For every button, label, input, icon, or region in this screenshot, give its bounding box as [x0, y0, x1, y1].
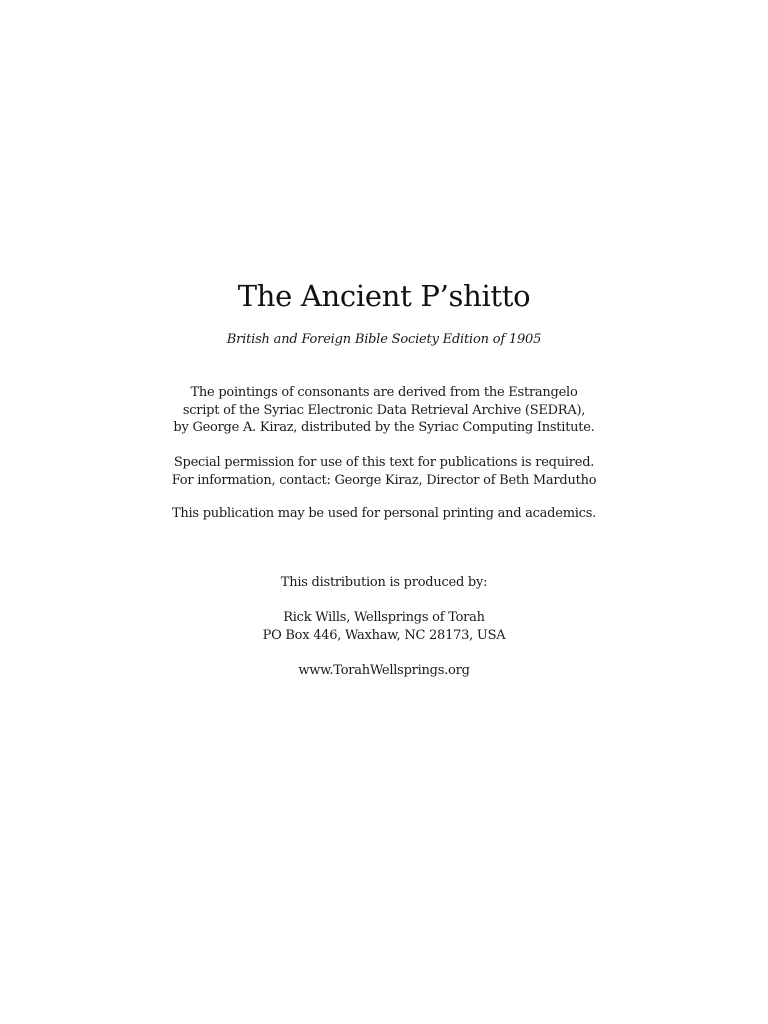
- producer-address: [0, 609, 768, 644]
- pointings-line: The pointings of consonants are derived from the Estrangelo: [190, 385, 578, 400]
- document-subtitle: British and Foreign Bible Society Edition of 1905: [226, 332, 542, 347]
- permission-line: Special permission for use of this text for publications is required.: [173, 455, 595, 470]
- producer-line: Rick Wills, Wellsprings of Torah: [283, 610, 485, 625]
- document-title: The Ancient P’shitto: [237, 279, 531, 313]
- permission-line: For information, contact: George Kiraz, Director of Beth Mardutho: [171, 472, 597, 488]
- pointings-paragraph: [0, 384, 768, 437]
- produced-by-line: This distribution is produced by:: [280, 575, 488, 590]
- pointings-line: script of the Syriac Electronic Data Retrieval Archive (SEDRA),: [182, 402, 586, 418]
- pointings-line: by George A. Kiraz, distributed by the Syriac Computing Institute.: [173, 420, 595, 435]
- producer-line: PO Box 446, Waxhaw, NC 28173, USA: [262, 627, 506, 643]
- permission-paragraph: [0, 454, 768, 489]
- produced-by-paragraph: [0, 574, 768, 592]
- website-link[interactable]: www.TorahWellsprings.org: [298, 663, 470, 678]
- website-paragraph: [0, 662, 768, 680]
- usage-paragraph: [0, 505, 768, 523]
- usage-line: This publication may be used for personal printing and academics.: [171, 506, 597, 521]
